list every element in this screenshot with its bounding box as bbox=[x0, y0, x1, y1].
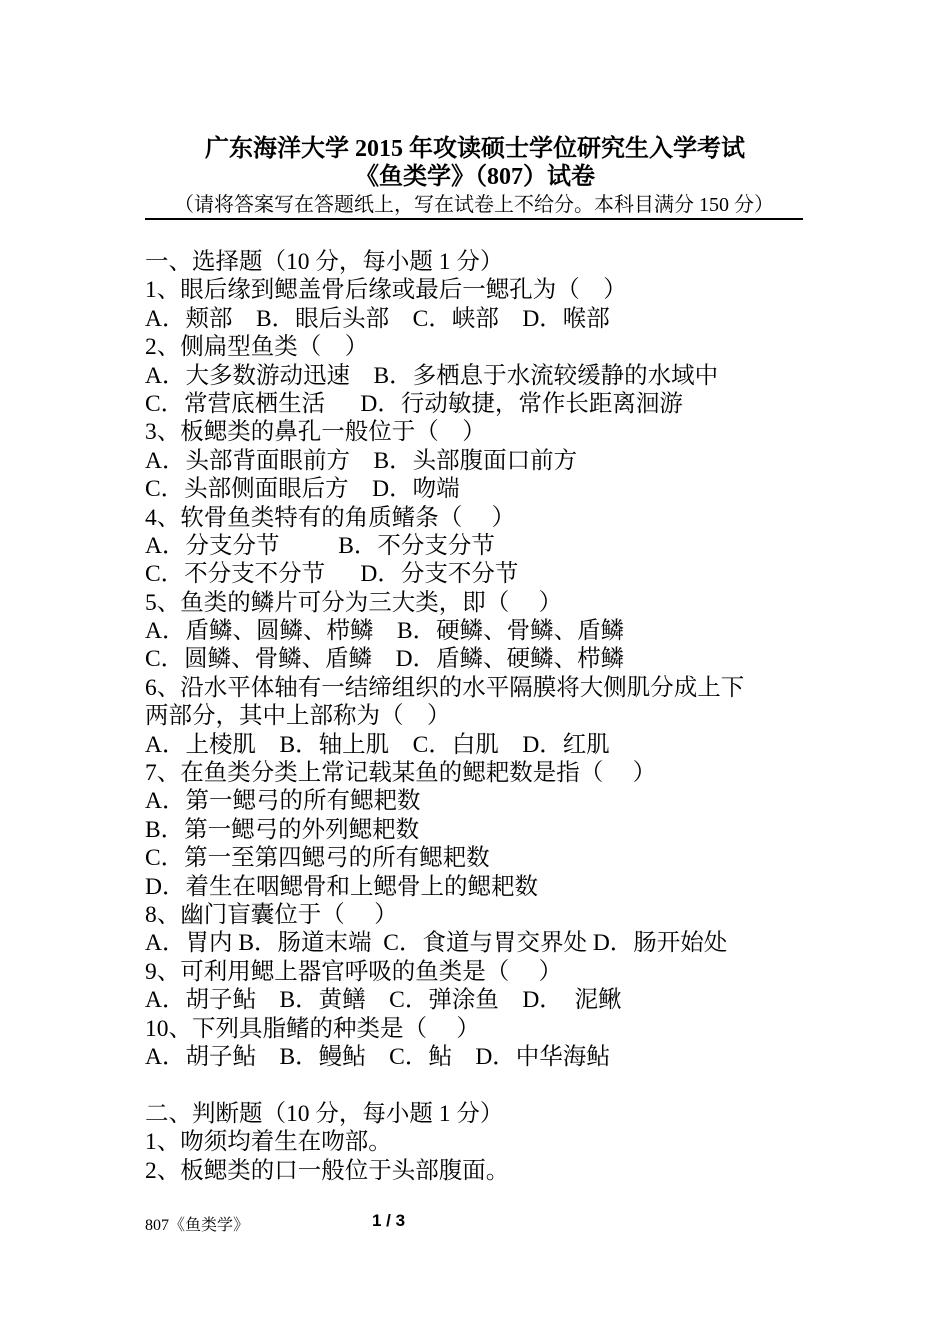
question-line: A．胡子鲇 B．鳗鲇 C．鲇 D．中华海鲇 bbox=[145, 1043, 610, 1070]
question-line: C．常营底栖生活 D．行动敏捷，常作长距离洄游 bbox=[145, 390, 683, 417]
question-line: C．头部侧面眼后方 D．吻端 bbox=[145, 476, 460, 503]
section-heading-judgement: 二、判断题（10 分，每小题 1 分） bbox=[145, 1100, 504, 1127]
exam-subject-title: 《鱼类学》（807）试卷 bbox=[355, 164, 595, 190]
exam-body bbox=[145, 248, 825, 1185]
question-line: C．第一至第四鳃弓的所有鳃耙数 bbox=[145, 845, 490, 872]
question-line: C．圆鳞、骨鳞、盾鳞 D．盾鳞、硬鳞、栉鳞 bbox=[145, 646, 625, 673]
question-line: D．着生在咽鳃骨和上鳃骨上的鳃耙数 bbox=[145, 873, 538, 900]
question-line: 9、可利用鳃上器官呼吸的鱼类是（ ） bbox=[145, 958, 563, 985]
question-line: A．胡子鲇 B．黄鳝 C．弹涂鱼 D． 泥鳅 bbox=[145, 987, 622, 1014]
question-line: 1、吻须均着生在吻部。 bbox=[145, 1129, 392, 1156]
question-line: 8、幽门盲囊位于（ ） bbox=[145, 901, 398, 928]
footer-course: 807《鱼类学》 bbox=[145, 1217, 250, 1234]
judgement-questions bbox=[145, 1128, 825, 1185]
question-line: 4、软骨鱼类特有的角质鳍条（ ） bbox=[145, 504, 516, 531]
question-line: B．第一鳃弓的外列鳃耙数 bbox=[145, 816, 420, 843]
question-line: 2、板鳃类的口一般位于头部腹面。 bbox=[145, 1157, 510, 1184]
question-line: 2、侧扁型鱼类（ ） bbox=[145, 334, 369, 361]
question-line: 5、鱼类的鳞片可分为三大类，即（ ） bbox=[145, 589, 563, 616]
question-line: A．第一鳃弓的所有鳃耙数 bbox=[145, 788, 421, 815]
section-heading-choice: 一、选择题（10 分，每小题 1 分） bbox=[145, 249, 504, 275]
question-line: 3、板鳃类的鼻孔一般位于（ ） bbox=[145, 419, 486, 446]
question-line: 10、下列具脂鳍的种类是（ ） bbox=[145, 1015, 480, 1042]
question-line: C．不分支不分节 D．分支不分节 bbox=[145, 561, 519, 588]
choice-questions bbox=[145, 276, 825, 1071]
question-line: A．头部背面眼前方 B．头部腹面口前方 bbox=[145, 447, 578, 474]
question-line: 1、眼后缘到鳃盖骨后缘或最后一鳃孔为（ ） bbox=[145, 277, 627, 304]
question-line: A．胃内 B．肠道末端 C．食道与胃交界处 D．肠开始处 bbox=[145, 930, 728, 957]
question-line: A．上棱肌 B．轴上肌 C．白肌 D．红肌 bbox=[145, 731, 610, 758]
exam-instructions: （请将答案写在答题纸上，写在试卷上不给分。本科目满分 150 分） bbox=[145, 193, 803, 220]
question-line: A．颊部 B．眼后头部 C．峡部 D．喉部 bbox=[145, 305, 610, 332]
exam-title: 广东海洋大学 2015 年攻读硕士学位研究生入学考试 bbox=[205, 136, 745, 162]
question-line: 两部分，其中上部称为（ ） bbox=[145, 703, 451, 730]
question-line: 7、在鱼类分类上常记载某鱼的鳃耙数是指（ ） bbox=[145, 760, 657, 787]
page-number: 1 / 3 bbox=[372, 1211, 406, 1230]
question-line: A．大多数游动迅速 B．多栖息于水流较缓静的水域中 bbox=[145, 362, 719, 389]
question-line: 6、沿水平体轴有一结缔组织的水平隔膜将大侧肌分成上下 bbox=[145, 674, 745, 701]
question-line: A．盾鳞、圆鳞、栉鳞 B．硬鳞、骨鳞、盾鳞 bbox=[145, 618, 625, 645]
question-line: A．分支分节 B．不分支分节 bbox=[145, 532, 495, 559]
